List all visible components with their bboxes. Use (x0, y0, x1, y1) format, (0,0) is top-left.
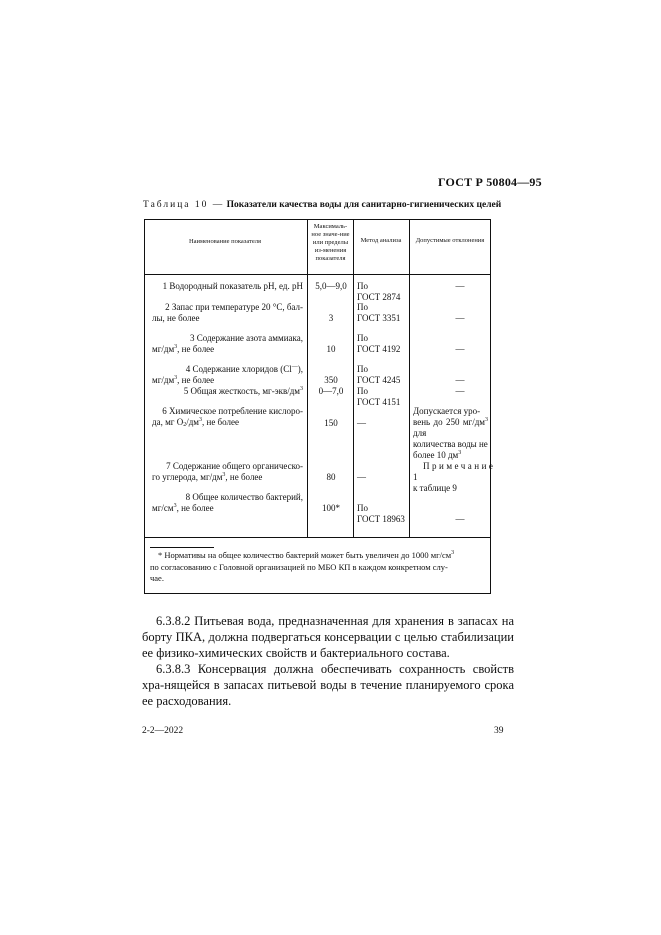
row-8-name: 8 Общее количество бактерий, $мг/см^3$, не более (152, 492, 303, 513)
row-6-tolerance: Допускается уро- вень до 250 $мг/дм^3$ для количества воды не более 10 $дм^3$ (413, 406, 488, 460)
document-id: ГОСТ Р 50804—95 (438, 175, 542, 189)
row-5-value: 0—7,0 (318, 386, 344, 396)
row-1-method: По ГОСТ 2874 (357, 281, 401, 302)
row-8-value: 100* (322, 503, 340, 513)
row-2-value: 3 (328, 313, 334, 323)
column-rule (409, 219, 410, 537)
column-header-tolerance: Допустимые отклонения (415, 237, 485, 244)
table-body-rule (144, 537, 491, 538)
row-6-name: 6 Химическое потребление кислоро- да, мг $O2/дм^3$, не более (152, 406, 303, 428)
row-7-value: 80 (326, 472, 336, 482)
row-1-name: 1 Водородный показатель pH, ед. pH (162, 281, 303, 291)
table-footnote: * Нормативы на общее количество бактерий может быть увеличен до 1000 $мг/см^3$ по согласованию с Головной организацией по МБО КП в каждом конкретном слу- чае. (150, 550, 455, 583)
row-8-method: По ГОСТ 18963 (357, 503, 405, 524)
row-7-method: — (357, 472, 366, 482)
row-3-tolerance: — (455, 344, 465, 354)
row-4-value: 350 (324, 375, 338, 385)
print-code: 2-2—2022 (142, 726, 184, 736)
row-6-method: — (357, 418, 366, 428)
page-number: 39 (494, 726, 504, 736)
row-3-name: 3 Содержание азота аммиака, $мг/дм^3$, не более (152, 333, 303, 354)
row-4-tolerance: — (455, 375, 465, 385)
column-rule (353, 219, 354, 537)
row-4-method: По ГОСТ 4245 (357, 364, 401, 385)
column-header-value: Максималь-ное значе-ние или пределы из-менения показателя (311, 223, 350, 262)
row-5-name: 5 Общая жесткость, $мг-экв/дм^3$ (183, 386, 303, 396)
column-header-method: Метод анализа (360, 237, 402, 244)
row-2-name: 2 Запас при температуре 20 °С, бал- лы, не более (152, 302, 303, 323)
row-8-tolerance: — (455, 514, 465, 524)
table-caption (143, 200, 501, 210)
row-1-tolerance: — (455, 281, 465, 291)
row-5-method: По ГОСТ 4151 (357, 386, 401, 407)
row-6-value: 150 (324, 418, 338, 428)
row-5-tolerance: — (455, 386, 465, 396)
row-2-method: По ГОСТ 3351 (357, 302, 401, 323)
row-7-name: 7 Содержание общего органическо- го углерода, $мг/дм^3$, не более (152, 461, 303, 482)
row-3-value: 10 (326, 344, 336, 354)
footnote-rule (150, 547, 214, 548)
paragraph-6-3-8-2: 6.3.8.2 Питьевая вода, предназначенная для хранения в запасах на борту ПКА, должна подвергаться консервации с целью стабилизации ее физико-химических свойств и бактериального состава. (142, 614, 514, 660)
header-rule (144, 274, 491, 275)
row-4-name: 4 Содержание хлоридов (Cl—), $мг/дм^3$, не более (152, 364, 303, 385)
row-2-tolerance: — (455, 313, 465, 323)
table-title: Показатели качества воды для санитарно-гигиенических целей (226, 200, 502, 210)
column-header-name: Наименование показателя (188, 238, 262, 245)
row-3-method: По ГОСТ 4192 (357, 333, 401, 354)
table-label: Таблица 10 — (143, 200, 225, 210)
row-7-tolerance: Примечание 1 к таблице 9 (413, 461, 496, 493)
column-rule (307, 219, 308, 537)
paragraph-6-3-8-3: 6.3.8.3 Консервация должна обеспечивать сохранность свойств хра-нящейся в запасах питьевой воды в течение планируемого срока ее расходования. (142, 662, 514, 708)
row-1-value: 5,0—9,0 (315, 281, 347, 291)
